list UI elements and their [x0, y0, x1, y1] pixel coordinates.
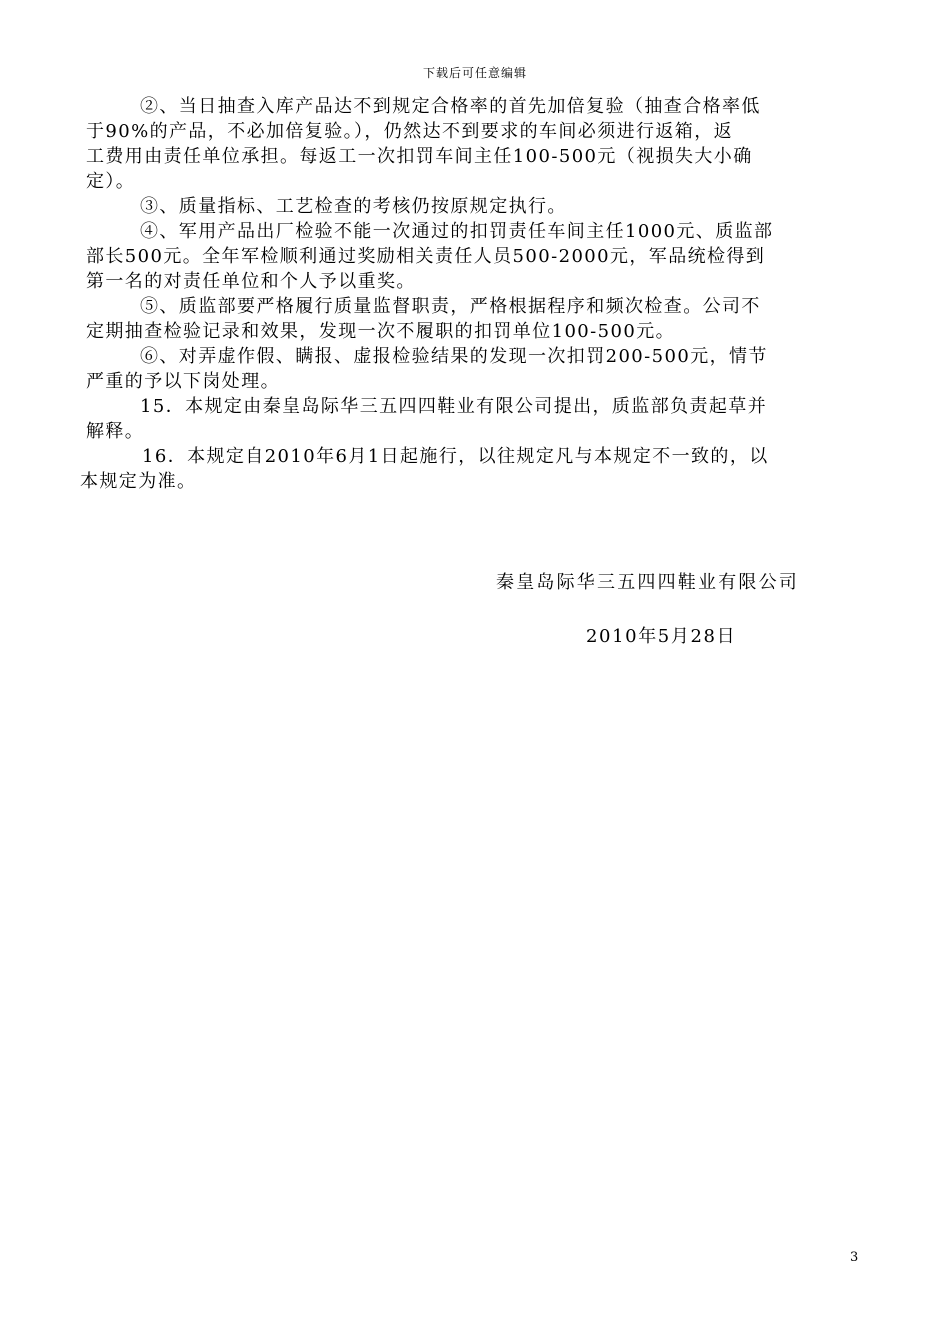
clause-5-paragraph: [80, 294, 860, 344]
text-line: 16．本规定自2010年6月1日起施行，以往规定凡与本规定不一致的，以: [142, 446, 769, 467]
text-line: 15．本规定由秦皇岛际华三五四四鞋业有限公司提出，质监部负责起草并: [140, 396, 768, 417]
text-line: 定）。: [86, 171, 136, 192]
page-header: 下载后可任意编辑: [422, 66, 527, 80]
text-line: ⑤、质监部要严格履行质量监督职责，严格根据程序和频次检查。公司不: [140, 296, 761, 317]
signature-company: 秦皇岛际华三五四四鞋业有限公司: [496, 572, 799, 593]
article-16-paragraph: [80, 444, 860, 494]
text-line: 解释。: [86, 421, 145, 442]
document-body: [80, 94, 860, 494]
text-line: 部长500元。全年军检顺利通过奖励相关责任人员500-2000元，军品统检得到: [86, 246, 766, 267]
text-line: ④、军用产品出厂检验不能一次通过的扣罚责任车间主任1000元、质监部: [140, 221, 774, 242]
text-line: ③、质量指标、工艺检查的考核仍按原规定执行。: [140, 196, 567, 217]
article-15-paragraph: [80, 394, 860, 444]
text-line: 严重的予以下岗处理。: [86, 371, 280, 392]
text-line: 工费用由责任单位承担。每返工一次扣罚车间主任100-500元（视损失大小确: [86, 146, 753, 167]
clause-3-paragraph: [80, 194, 860, 219]
page-number: 3: [850, 1250, 859, 1265]
text-line: ②、当日抽查入库产品达不到规定合格率的首先加倍复验（抽查合格率低: [140, 96, 761, 117]
text-line: 本规定为准。: [80, 471, 197, 492]
text-line: ⑥、对弄虚作假、瞒报、虚报检验结果的发现一次扣罚200-500元，情节: [140, 346, 768, 367]
clause-2-paragraph: [80, 94, 860, 194]
text-line: 第一名的对责任单位和个人予以重奖。: [86, 271, 416, 292]
signature-date: 2010年5月28日: [586, 626, 737, 647]
text-line: 于90%的产品，不必加倍复验。），仍然达不到要求的车间必须进行返箱，返: [86, 121, 734, 142]
clause-4-paragraph: [80, 219, 860, 294]
text-line: 定期抽查检验记录和效果，发现一次不履职的扣罚单位100-500元。: [86, 321, 675, 342]
clause-6-paragraph: [80, 344, 860, 394]
